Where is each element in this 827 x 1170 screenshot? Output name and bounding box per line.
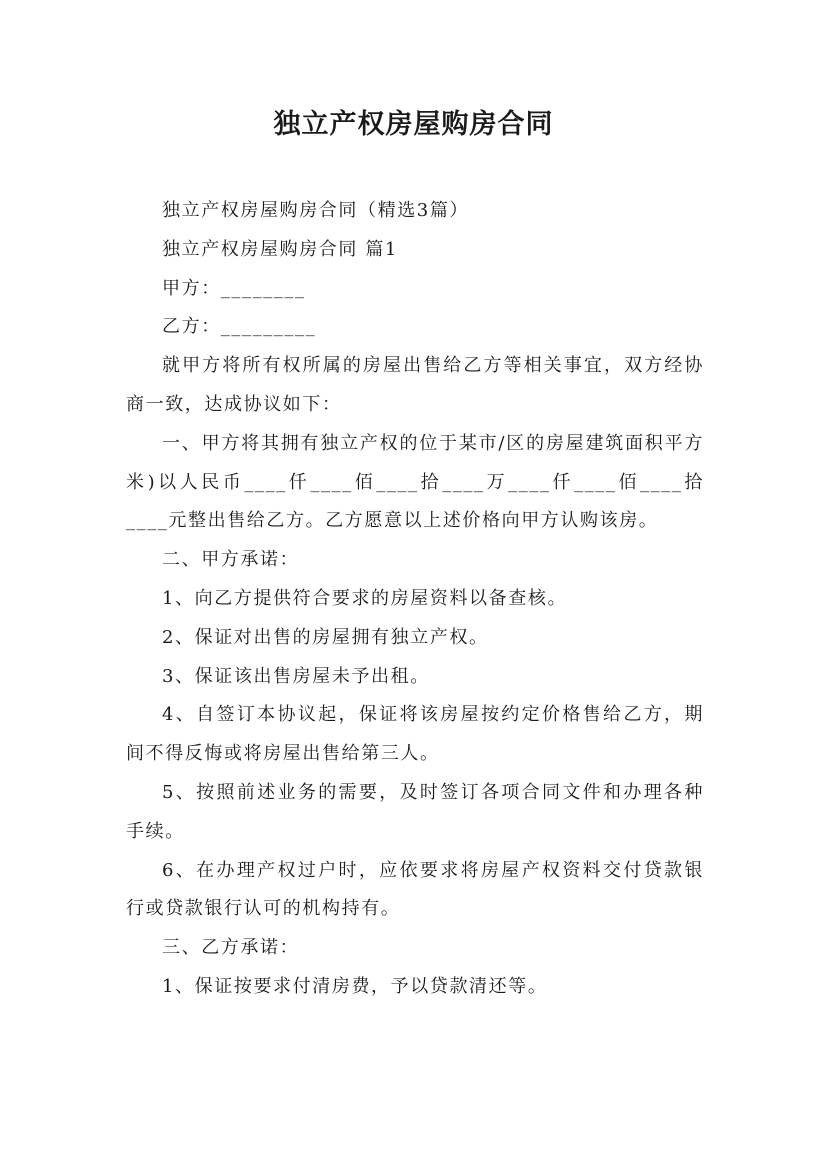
paragraph-clause-1: 一、甲方将其拥有独立产权的位于某市/区的房屋建筑面积平方米)以人民币____仟____佰____拾____万____仟____佰____拾____元整出售给乙方。乙方愿意以上述价格向甲方认购该房。	[126, 432, 704, 532]
document-title: 独立产权房屋购房合同	[273, 109, 554, 140]
paragraph-party-a: 甲方：________	[162, 277, 306, 299]
paragraph-clause-2-item-3: 3、保证该出售房屋未予出租。	[162, 665, 430, 687]
paragraph-clause-2-item-6: 6、在办理产权过户时，应依要求将房屋产权资料交付贷款银行或贷款银行认可的机构持有。	[126, 859, 704, 920]
paragraph-clause-2-item-2: 2、保证对出售的房屋拥有独立产权。	[162, 626, 489, 648]
paragraph-clause-3-item-1: 1、保证按要求付清房费，予以贷款清还等。	[162, 975, 548, 997]
paragraph-preamble: 就甲方将所有权所属的房屋出售给乙方等相关事宜，双方经协商一致，达成协议如下：	[126, 355, 704, 415]
paragraph-clause-2-item-5: 5、按照前述业务的需要，及时签订各项合同文件和办理各种手续。	[126, 781, 704, 842]
paragraph-clause-2-item-1: 1、向乙方提供符合要求的房屋资料以备查核。	[162, 587, 568, 609]
document-body	[126, 192, 704, 1007]
paragraph-party-b: 乙方：_________	[162, 316, 317, 338]
paragraph-clause-2-heading: 二、甲方承诺：	[162, 549, 300, 571]
paragraph-clause-3-heading: 三、乙方承诺：	[162, 937, 300, 959]
paragraph-clause-2-item-4: 4、自签订本协议起，保证将该房屋按约定价格售给乙方，期间不得反悔或将房屋出售给第三人。	[126, 704, 704, 765]
paragraph-subtitle: 独立产权房屋购房合同（精选3篇）	[162, 200, 470, 221]
paragraph-part-heading: 独立产权房屋购房合同 篇1	[162, 238, 398, 260]
